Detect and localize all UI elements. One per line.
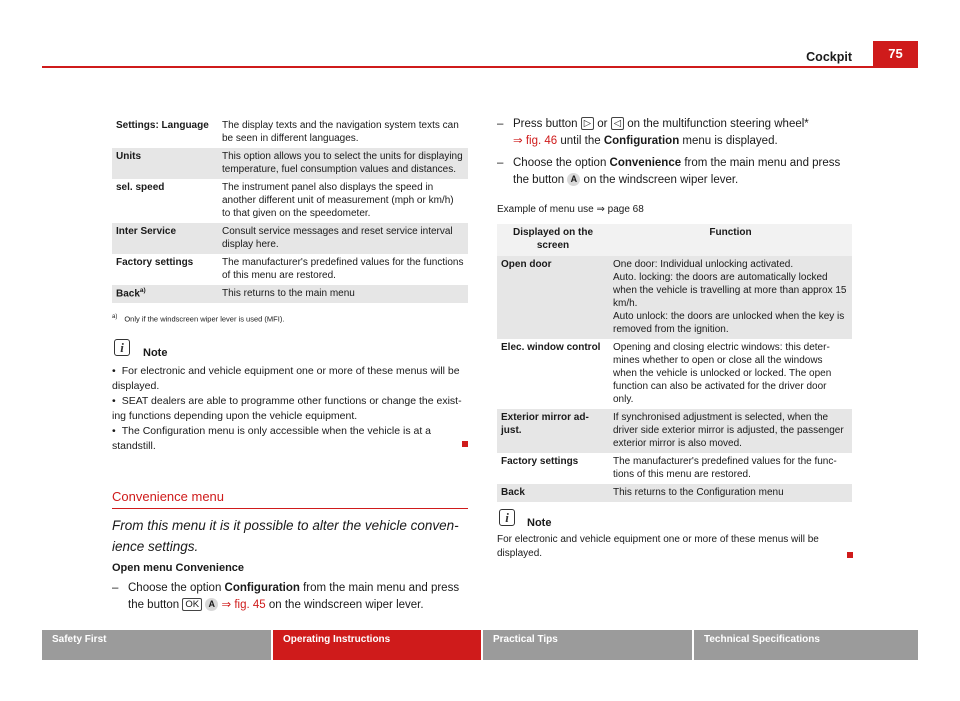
ok-key-icon: OK xyxy=(182,598,202,611)
bullet-icon: • xyxy=(112,365,116,377)
row-value: One door: Individual unlocking activated. Auto. locking: the doors are automatically locked when the vehicle is travelling at more than approx 15 km/h. Auto unlock: the doors are unlocked when the key is removed from the ignition. xyxy=(609,256,852,339)
step-text-part: on the multifunction steering wheel* xyxy=(624,118,809,130)
step-text-part: on the windscreen wiper lever. xyxy=(580,174,739,187)
column-header: Displayed on the screen xyxy=(497,224,609,256)
row-key: Units xyxy=(112,148,218,179)
step-text xyxy=(128,580,470,615)
footnote-ref: a) xyxy=(139,287,146,294)
row-value: This returns to the Configuration menu xyxy=(609,484,852,502)
note-body xyxy=(112,364,470,453)
row-key: Factory settings xyxy=(116,257,194,268)
section-title: Cockpit xyxy=(806,50,852,64)
row-value: If synchronised adjustment is selected, when the driver side exterior mirror is adjusted, the passenger exterior mirror is also moved. xyxy=(609,409,852,453)
table-footnote xyxy=(112,314,468,324)
figure-link[interactable]: ⇒ fig. 46 xyxy=(513,135,558,148)
table-row xyxy=(112,223,468,254)
step-text-part: Choose the option xyxy=(513,157,610,169)
footer-tab-operating-instructions[interactable]: Operating Instructions xyxy=(273,630,481,660)
footer-tab-technical-specifications[interactable]: Technical Specifications xyxy=(694,630,918,660)
step-text-part: Press button xyxy=(513,118,581,130)
row-value: The manufacturer's predefined values for the functions of this menu are restored. xyxy=(222,257,464,281)
row-value: The instrument panel also displays the speed in another different unit of measurement (mph or km/h) to that given on the speedometer. xyxy=(222,182,454,219)
step-item xyxy=(497,155,855,190)
step-text-part: until the xyxy=(557,135,604,148)
table-row xyxy=(497,339,852,409)
step-text-part: from the main menu and press the button xyxy=(513,157,841,187)
section-intro: From this menu it is it possible to alter the vehicle convenience settings. xyxy=(112,518,459,554)
row-value: The manufacturer's predefined values for the functions of this menu are restored. xyxy=(613,456,837,480)
note-title: Note xyxy=(143,347,168,359)
note-bullet-text: The Configuration menu is only accessible when the vehicle is at a standstill. xyxy=(112,424,432,452)
note-bullet xyxy=(112,394,470,424)
button-a-icon: A xyxy=(567,173,580,186)
step-text-part: or xyxy=(594,118,611,130)
table-row xyxy=(497,484,852,502)
section-rule xyxy=(112,508,468,509)
row-key: Factory settings xyxy=(501,456,579,467)
bullet-icon: • xyxy=(112,394,116,407)
note-title: Note xyxy=(527,517,552,529)
step-text-part: menu is displayed. xyxy=(679,135,778,148)
note-bullet-text: SEAT dealers are able to programme other functions or change the existing functions depending upon the vehicle equipment. xyxy=(112,394,462,422)
row-key: Inter Service xyxy=(112,223,218,254)
row-value: Consult service messages and reset service interval display here. xyxy=(218,223,468,254)
dash-icon: – xyxy=(112,582,119,594)
step-text-part: Choose the option xyxy=(128,582,225,594)
row-key: Exterior mirror adjust. xyxy=(497,409,609,453)
table-row xyxy=(112,117,468,148)
table-row xyxy=(112,254,468,285)
table-row xyxy=(497,453,852,484)
table-row xyxy=(112,148,468,179)
row-key: Settings: Language xyxy=(116,120,209,131)
arrow-left-key-icon: ◁ xyxy=(611,117,624,130)
arrow-right-key-icon: ▷ xyxy=(581,117,594,130)
note-bullet xyxy=(112,424,470,454)
page-number: 75 xyxy=(873,41,918,66)
bullet-icon: • xyxy=(112,424,116,437)
example-reference: Example of menu use ⇒ page 68 xyxy=(497,204,644,215)
subheading: Open menu Convenience xyxy=(112,562,245,574)
step-bold: Convenience xyxy=(609,157,682,169)
section-end-mark xyxy=(462,441,468,447)
footnote-mark: a) xyxy=(112,314,118,320)
note-body: For electronic and vehicle equipment one or more of these menus will be displayed. xyxy=(497,534,819,559)
row-value: This option allows you to select the units for displaying temperature, fuel consumption values and distances. xyxy=(218,148,468,179)
table-header-row xyxy=(497,224,852,256)
step-text-part: from the main menu and press the button xyxy=(128,582,460,612)
step-text-part: on the windscreen wiper lever. xyxy=(265,599,424,612)
figure-link[interactable]: ⇒ fig. 45 xyxy=(221,599,266,612)
table-row xyxy=(497,409,852,453)
note-bullet-text: For electronic and vehicle equipment one or more of these menus will be displayed. xyxy=(112,365,460,392)
dash-icon: – xyxy=(497,118,504,130)
row-value: Opening and closing electric windows: this determines whether to open or close all the windows when the vehicle is unlocked or locked. The open function can also be activated for the driver door only. xyxy=(613,342,832,405)
row-value: The display texts and the navigation system texts can be seen in different languages. xyxy=(222,120,459,144)
convenience-table xyxy=(497,224,852,502)
note-icon: i xyxy=(114,339,130,356)
note-bullet xyxy=(112,364,470,394)
row-value: This returns to the main menu xyxy=(218,285,468,303)
footer-tab-practical-tips[interactable]: Practical Tips xyxy=(483,630,692,660)
button-a-icon: A xyxy=(205,598,218,611)
footnote-text: Only if the windscreen wiper lever is used (MFI). xyxy=(124,314,285,324)
row-key: Open door xyxy=(497,256,609,339)
section-heading: Convenience menu xyxy=(112,489,225,504)
row-key xyxy=(112,285,218,303)
row-key: sel. speed xyxy=(116,182,165,193)
table-row xyxy=(497,256,852,339)
footer-tab-safety-first[interactable]: Safety First xyxy=(42,630,271,660)
table-row xyxy=(112,285,468,303)
step-bold: Configuration xyxy=(603,135,680,148)
row-key: Back xyxy=(497,484,609,502)
column-header: Function xyxy=(609,224,852,256)
note-icon: i xyxy=(499,509,515,526)
header-rule xyxy=(42,66,918,68)
step-text xyxy=(513,155,855,190)
table-row xyxy=(112,179,468,223)
dash-icon: – xyxy=(497,157,504,169)
row-key: Elec. window control xyxy=(501,342,601,353)
step-item xyxy=(112,580,470,615)
settings-table xyxy=(112,117,468,303)
section-end-mark xyxy=(847,552,853,558)
step-item xyxy=(497,116,855,151)
step-bold: Configuration xyxy=(224,582,300,594)
row-key-text: Back xyxy=(116,288,140,300)
step-text xyxy=(513,116,855,151)
